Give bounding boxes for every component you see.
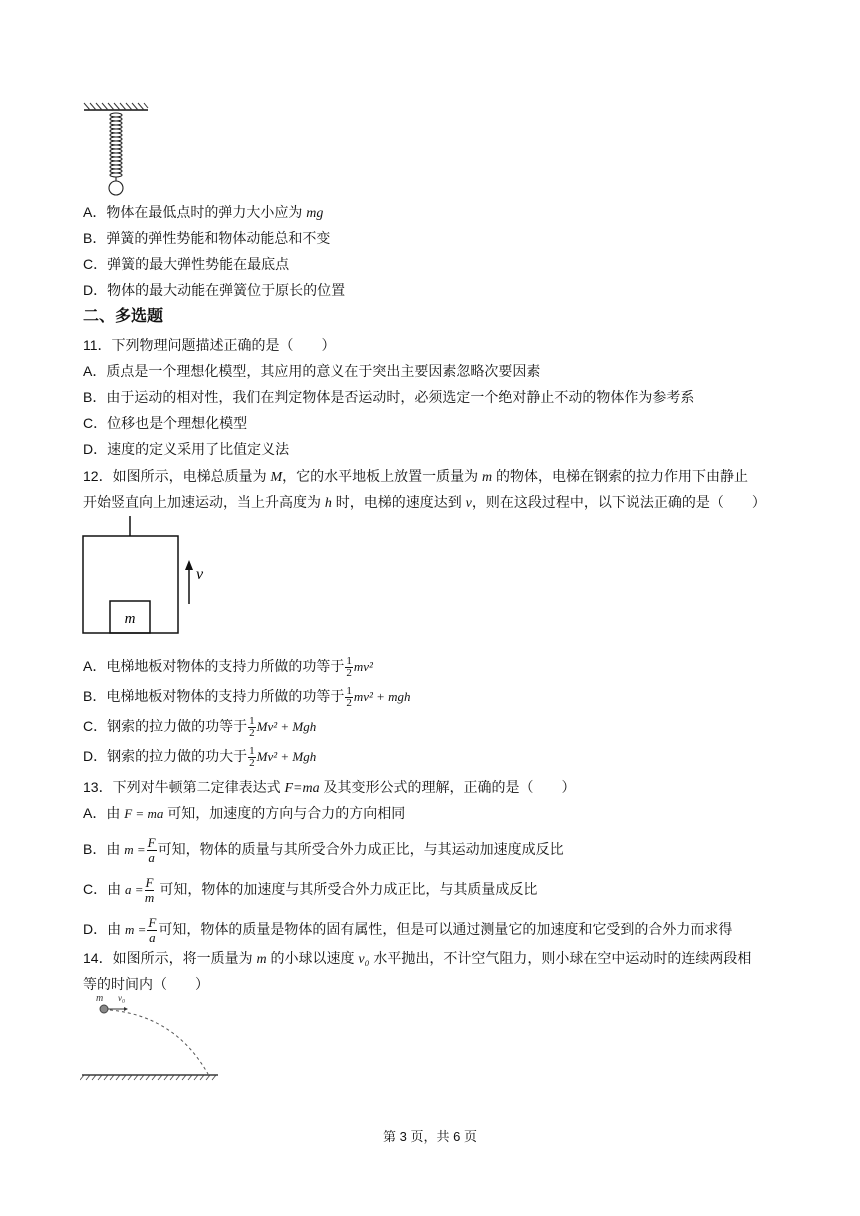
q13-option-a: A．由 F = ma 可知，加速度的方向与合力的方向相同 [83, 805, 406, 821]
initial-velocity-label: v₀ [118, 993, 126, 1003]
ball-mass-label: m [96, 993, 104, 1004]
projectile-diagram [80, 992, 225, 1082]
q13-option-b: B．由 m = $\frac{F}{a}$ 可知，物体的质量与其所受合外力成正比，与其运动加速度成反比 [83, 835, 564, 865]
q11-option-d: D．速度的定义采用了比值定义法 [83, 441, 290, 457]
q12-option-b: B．电梯地板对物体的支持力所做的功等于 $\frac{1}{2}$ mv² + mgh [83, 685, 411, 709]
q12-stem-line2: 开始竖直向上加速运动，当上升高度为 h 时，电梯的速度达到 v，则在这段过程中，以下说法正确的是（ ） [83, 494, 766, 511]
box-mass-label: m [124, 611, 136, 627]
page-footer: 第 3 页，共 6 页 [383, 1129, 477, 1144]
q13-stem: 13．下列对牛顿第二定律表达式 F=ma 及其变形公式的理解，正确的是（ ） [83, 779, 576, 796]
q11-option-a: A．质点是一个理想化模型，其应用的意义在于突出主要因素忽略次要因素 [83, 363, 541, 379]
velocity-label: v [196, 566, 204, 583]
q12-option-c: C．钢索的拉力做的功等于 $\frac{1}{2}$ Mv² + Mgh [83, 715, 317, 739]
q13-option-c: C．由 a = $\frac{F}{m}$ 可知，物体的加速度与其所受合外力成正比，与其质量成反比 [83, 875, 538, 905]
q10-option-c: C．弹簧的最大弹性势能在最底点 [83, 256, 290, 272]
q11-stem: 11．下列物理问题描述正确的是（ ） [83, 337, 336, 353]
q12-stem-line1: 12．如图所示，电梯总质量为 M，它的水平地板上放置一质量为 m 的物体，电梯在钢索的拉力作用下由静止 [83, 468, 749, 485]
q12-option-a: A．电梯地板对物体的支持力所做的功等于 $\frac{1}{2}$ mv² [83, 655, 373, 679]
q10-option-d: D．物体的最大动能在弹簧位于原长的位置 [83, 282, 346, 298]
q12-option-d: D．钢索的拉力做的功大于 $\frac{1}{2}$ Mv² + Mgh [83, 745, 317, 769]
q11-option-c: C．位移也是个理想化模型 [83, 415, 248, 431]
q10-option-b: B．弹簧的弹性势能和物体动能总和不变 [83, 230, 331, 246]
q11-option-b: B．由于运动的相对性，我们在判定物体是否运动时，必须选定一个绝对静止不动的物体作为参考系 [83, 389, 695, 405]
elevator-diagram [80, 514, 220, 638]
q14-stem-line2: 等的时间内（ ） [83, 976, 209, 992]
section-title: 二、多选题 [83, 308, 164, 325]
spring-diagram [82, 100, 152, 200]
q13-option-d: D．由 m = $\frac{F}{a}$ 可知，物体的质量是物体的固有属性，但是可以通过测量它的加速度和它受到的合外力而求得 [83, 915, 733, 945]
q14-stem-line1: 14．如图所示，将一质量为 m 的小球以速度 v₀ 水平抛出，不计空气阻力，则小球在空中运动时的连续两段相 [83, 950, 752, 967]
q10-option-a: A．物体在最低点时的弹力大小应为 mg [83, 204, 324, 221]
